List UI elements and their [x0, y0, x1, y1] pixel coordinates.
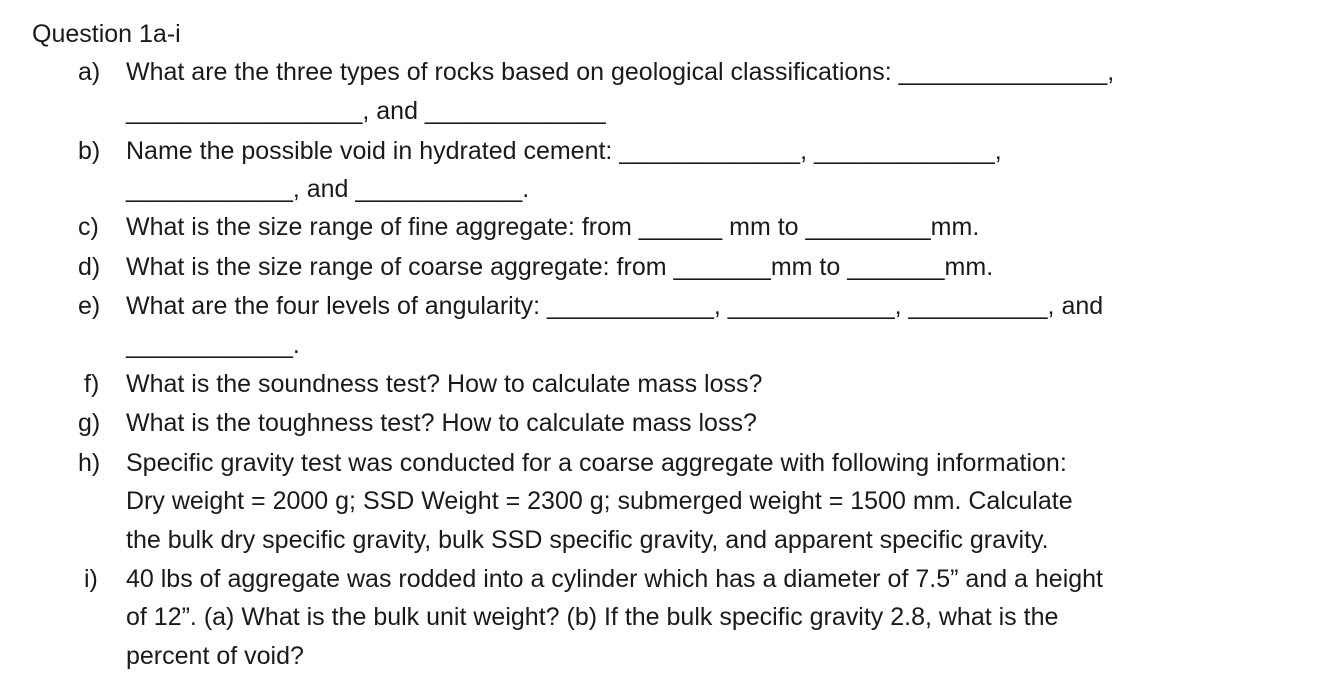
- question-line: Dry weight = 2000 g; SSD Weight = 2300 g; submerged weight = 1500 mm. Calculate: [126, 487, 1073, 515]
- question-marker: h): [78, 449, 101, 477]
- question-line: percent of void?: [126, 642, 304, 670]
- question-line: What is the size range of fine aggregate: from ______ mm to _________mm.: [126, 213, 980, 241]
- question-line: ____________, and ____________.: [126, 175, 530, 203]
- question-line: ____________.: [126, 331, 300, 359]
- question-line: 40 lbs of aggregate was rodded into a cylinder which has a diameter of 7.5” and a height: [126, 565, 1104, 593]
- question-heading: Question 1a-i: [32, 20, 181, 48]
- question-line: What is the toughness test? How to calculate mass loss?: [126, 409, 757, 437]
- question-marker: e): [78, 292, 101, 320]
- question-marker: c): [78, 213, 99, 241]
- question-line: the bulk dry specific gravity, bulk SSD specific gravity, and apparent specific gravity.: [126, 526, 1049, 554]
- question-line: _________________, and _____________: [126, 97, 606, 125]
- question-marker: a): [78, 58, 101, 86]
- question-marker: d): [78, 253, 101, 281]
- question-line: What are the four levels of angularity: ____________, ____________, __________, and: [126, 292, 1104, 320]
- question-marker: b): [78, 137, 101, 165]
- question-line: What are the three types of rocks based on geological classifications: _______________,: [126, 58, 1115, 86]
- question-line: What is the size range of coarse aggregate: from _______mm to _______mm.: [126, 253, 994, 281]
- question-line: Name the possible void in hydrated cement: _____________, _____________,: [126, 137, 1002, 165]
- question-marker: i): [84, 565, 98, 593]
- question-line: Specific gravity test was conducted for a coarse aggregate with following information:: [126, 449, 1067, 477]
- question-line: of 12”. (a) What is the bulk unit weight? (b) If the bulk specific gravity 2.8, what is the: [126, 603, 1059, 631]
- question-marker: g): [78, 409, 101, 437]
- question-marker: f): [84, 370, 100, 398]
- question-line: What is the soundness test? How to calculate mass loss?: [126, 370, 763, 398]
